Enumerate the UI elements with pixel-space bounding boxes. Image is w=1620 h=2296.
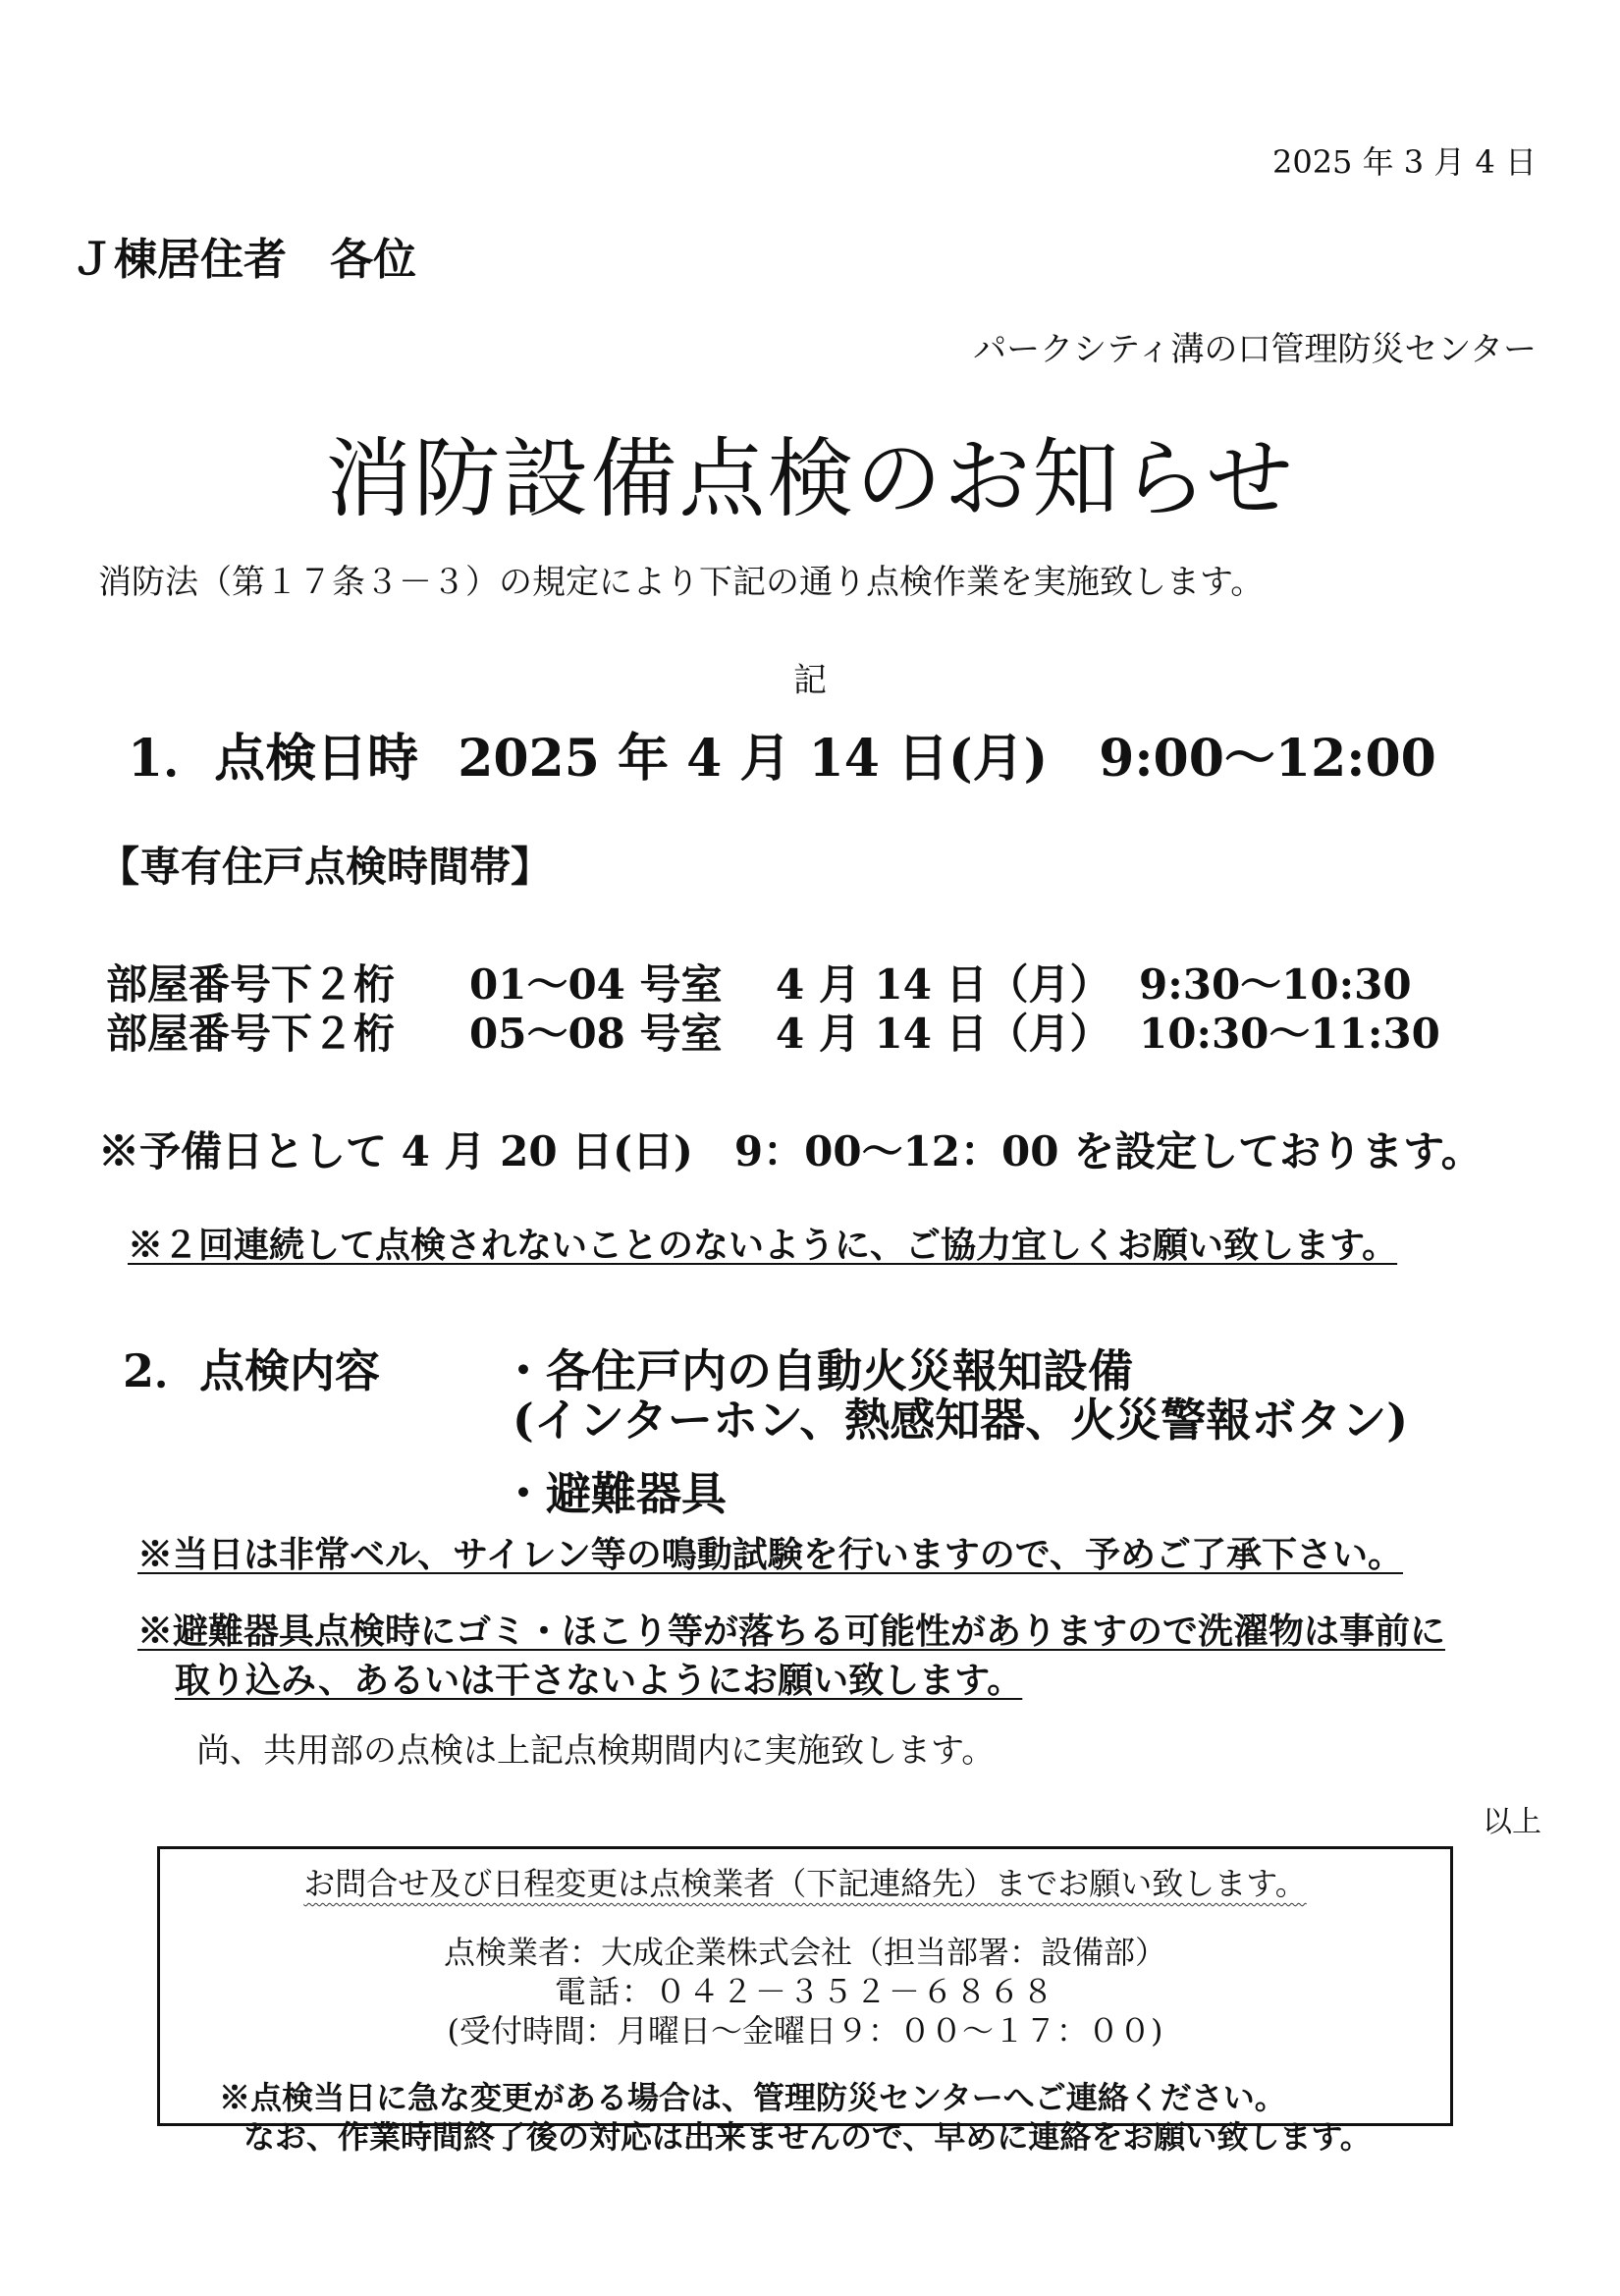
inspection-datetime-label: 1．点検日時 (128, 729, 419, 789)
note-consecutive: ※２回連続して点検されないことのないように、ご協力宜しくお願い致します。 (128, 1225, 1398, 1266)
contact-hours: (受付時間：月曜日～金曜日９：００～１７：００) (447, 2012, 1163, 2050)
note-evacuation-line1: ※避難器具点検時にゴミ・ほこり等が落ちる可能性がありますので洗濯物は事前に (137, 1611, 1446, 1652)
note-bell-test: ※当日は非常ベル、サイレン等の鳴動試験を行いますので、予めご了承下さい。 (137, 1534, 1403, 1575)
inspection-content-label: 2．点検内容 (123, 1344, 381, 1397)
ki-mark: 記 (793, 661, 827, 700)
slot-date: 4 月 14 日（月） (776, 960, 1111, 1009)
spare-day: ※予備日として 4 月 20 日(日) 9：00～12：00 を設定しております。 (98, 1127, 1483, 1175)
closing-mark: 以上 (1483, 1805, 1541, 1839)
slot-rooms: 05～08 号室 (469, 1010, 723, 1058)
slot-label: 部屋番号下２桁 (106, 960, 396, 1009)
contact-company: 点検業者：大成企業株式会社（担当部署：設備部） (443, 1934, 1166, 1971)
note-evacuation-line2: 取り込み、あるいは干さないようにお願い致します。 (175, 1660, 1023, 1701)
intro-text: 消防法（第１７条３－３）の規定により下記の通り点検作業を実施致します。 (98, 563, 1265, 602)
addressee: Ｊ棟居住者 各位 (71, 235, 416, 285)
sender: パークシティ溝の口管理防災センター (973, 330, 1537, 369)
slot-heading: 【専有住戸点検時間帯】 (98, 843, 553, 891)
slot-rooms: 01～04 号室 (469, 960, 723, 1009)
contact-lead (160, 1859, 1450, 1904)
page-title: 消防設備点検のお知らせ (325, 428, 1295, 529)
slot-row (106, 1002, 1440, 1061)
contact-note-change: ※点検当日に急な変更がある場合は、管理防災センターへご連絡ください。 (219, 2079, 1286, 2116)
inspection-datetime-value: 2025 年 4 月 14 日(月) 9:00～12:00 (458, 729, 1436, 789)
slot-time: 10:30～11:30 (1139, 1010, 1440, 1058)
common-area-note: 尚、共用部の点検は上記点検期間内に実施致します。 (196, 1731, 996, 1771)
contact-phone: 電話：０４２－３５２－６８６８ (554, 1973, 1055, 2010)
inspection-content-evacuation: ・避難器具 (501, 1467, 727, 1520)
slot-date: 4 月 14 日（月） (776, 1010, 1111, 1058)
inspection-content-fire-alarm-detail: (インターホン、熱感知器、火災警報ボタン) (513, 1394, 1409, 1447)
contact-lead-text: お問合せ及び日程変更は点検業者（下記連絡先）までお願い致します。 (303, 1865, 1307, 1902)
slot-label: 部屋番号下２桁 (106, 1010, 396, 1058)
contact-box (157, 1846, 1453, 2156)
issue-date: 2025 年 3 月 4 日 (1271, 143, 1537, 181)
inspection-datetime (128, 717, 1436, 791)
inspection-content-fire-alarm: ・各住戸内の自動火災報知設備 (501, 1344, 1133, 1397)
slot-time: 9:30～10:30 (1139, 960, 1412, 1009)
contact-note-after-hours: なお、作業時間終了後の対応は出来ませんので、早めに連絡をお願い致します。 (243, 2118, 1372, 2156)
